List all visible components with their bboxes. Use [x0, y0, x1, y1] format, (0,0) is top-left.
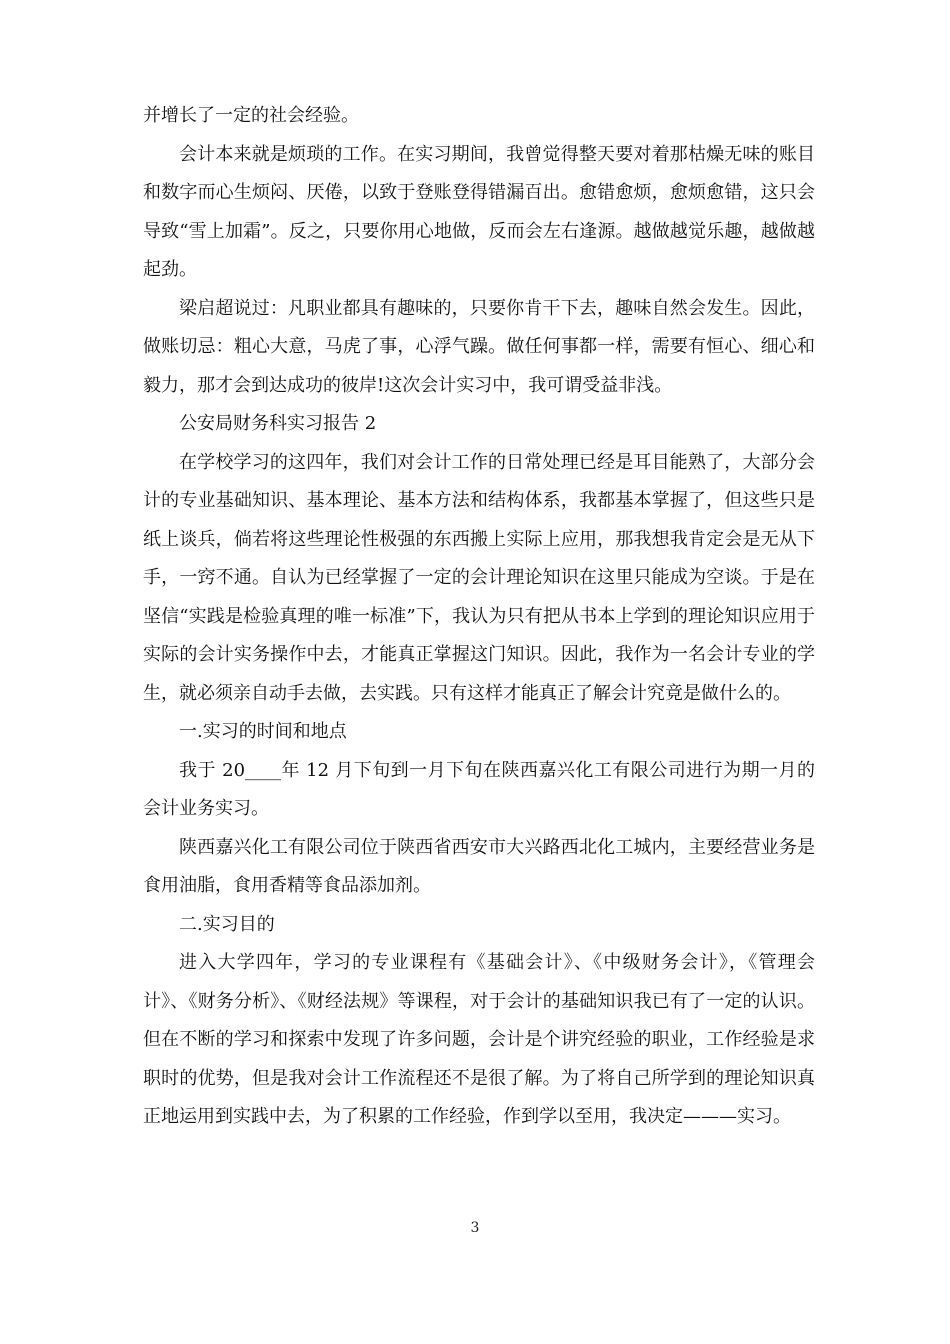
heading-time-and-place: 一.实习的时间和地点: [179, 721, 347, 742]
heading-purpose: 二.实习目的: [179, 913, 275, 935]
paragraph-7: 我于 20____年 12 月下旬到一月下旬在陕西嘉兴化工有限公司进行为期一月的会计业务实习。: [143, 759, 815, 819]
paragraph-2: 会计本来就是烦琐的工作。在实习期间，我曾觉得整天要对着那枯燥无味的账目和数字而心生烦闷、厌倦，以致于登账登得错漏百出。愈错愈烦，愈烦愈错，这只会导致“雪上加霜”。反之，只要你用心地做，反而会左右逢源。越做越觉乐趣，越做越起劲。: [143, 143, 815, 280]
section-title-report-2: 公安局财务科实习报告 2: [179, 413, 377, 434]
paragraph-5: 在学校学习的这四年，我们对会计工作的日常处理已经是耳目能熟了，大部分会计的专业基础知识、基本理论、基本方法和结构体系，我都基本掌握了，但这些只是纸上谈兵，倘若将这些理论性极强的东西搬上实际上应用，那我想我肯定会是无从下手，一窍不通。自认为已经掌握了一定的会计理论知识在这里只能成为空谈。于是在坚信“实践是检验真理的唯一标准”下，我认为只有把从书本上学到的理论知识应用于实际的会计实务操作中去，才能真正掌握这门知识。因此，我作为一名会计专业的学生，就必须亲自动手去做，去实践。只有这样才能真正了解会计究竟是做什么的。: [143, 451, 815, 704]
page-number: 3: [470, 1220, 480, 1236]
paragraph-10: 进入大学四年，学习的专业课程有《基础会计》、《中级财务会计》，《管理会计》、《财务分析》、《财经法规》等课程，对于会计的基础知识我已有了一定的认识。但在不断的学习和探索中发现了许多问题，会计是个讲究经验的职业，工作经验是求职时的优势，但是我对会计工作流程还不是很了解。为了将自己所学到的理论知识真正地运用到实践中去，为了积累的工作经验，作到学以至用，我决定———实习。: [143, 952, 815, 1127]
paragraph-1: 并增长了一定的社会经验。: [143, 105, 359, 126]
paragraph-3: 梁启超说过：凡职业都具有趣味的，只要你肯干下去，趣味自然会发生。因此，做账切忌：粗心大意，马虎了事，心浮气躁。做任何事都一样，需要有恒心、细心和毅力，那才会到达成功的彼岸!这次会计实习中，我可谓受益非浅。: [143, 297, 815, 396]
document-body: [143, 97, 815, 1137]
paragraph-8: 陕西嘉兴化工有限公司位于陕西省西安市大兴路西北化工城内，主要经营业务是食用油脂，食用香精等食品添加剂。: [143, 836, 815, 896]
